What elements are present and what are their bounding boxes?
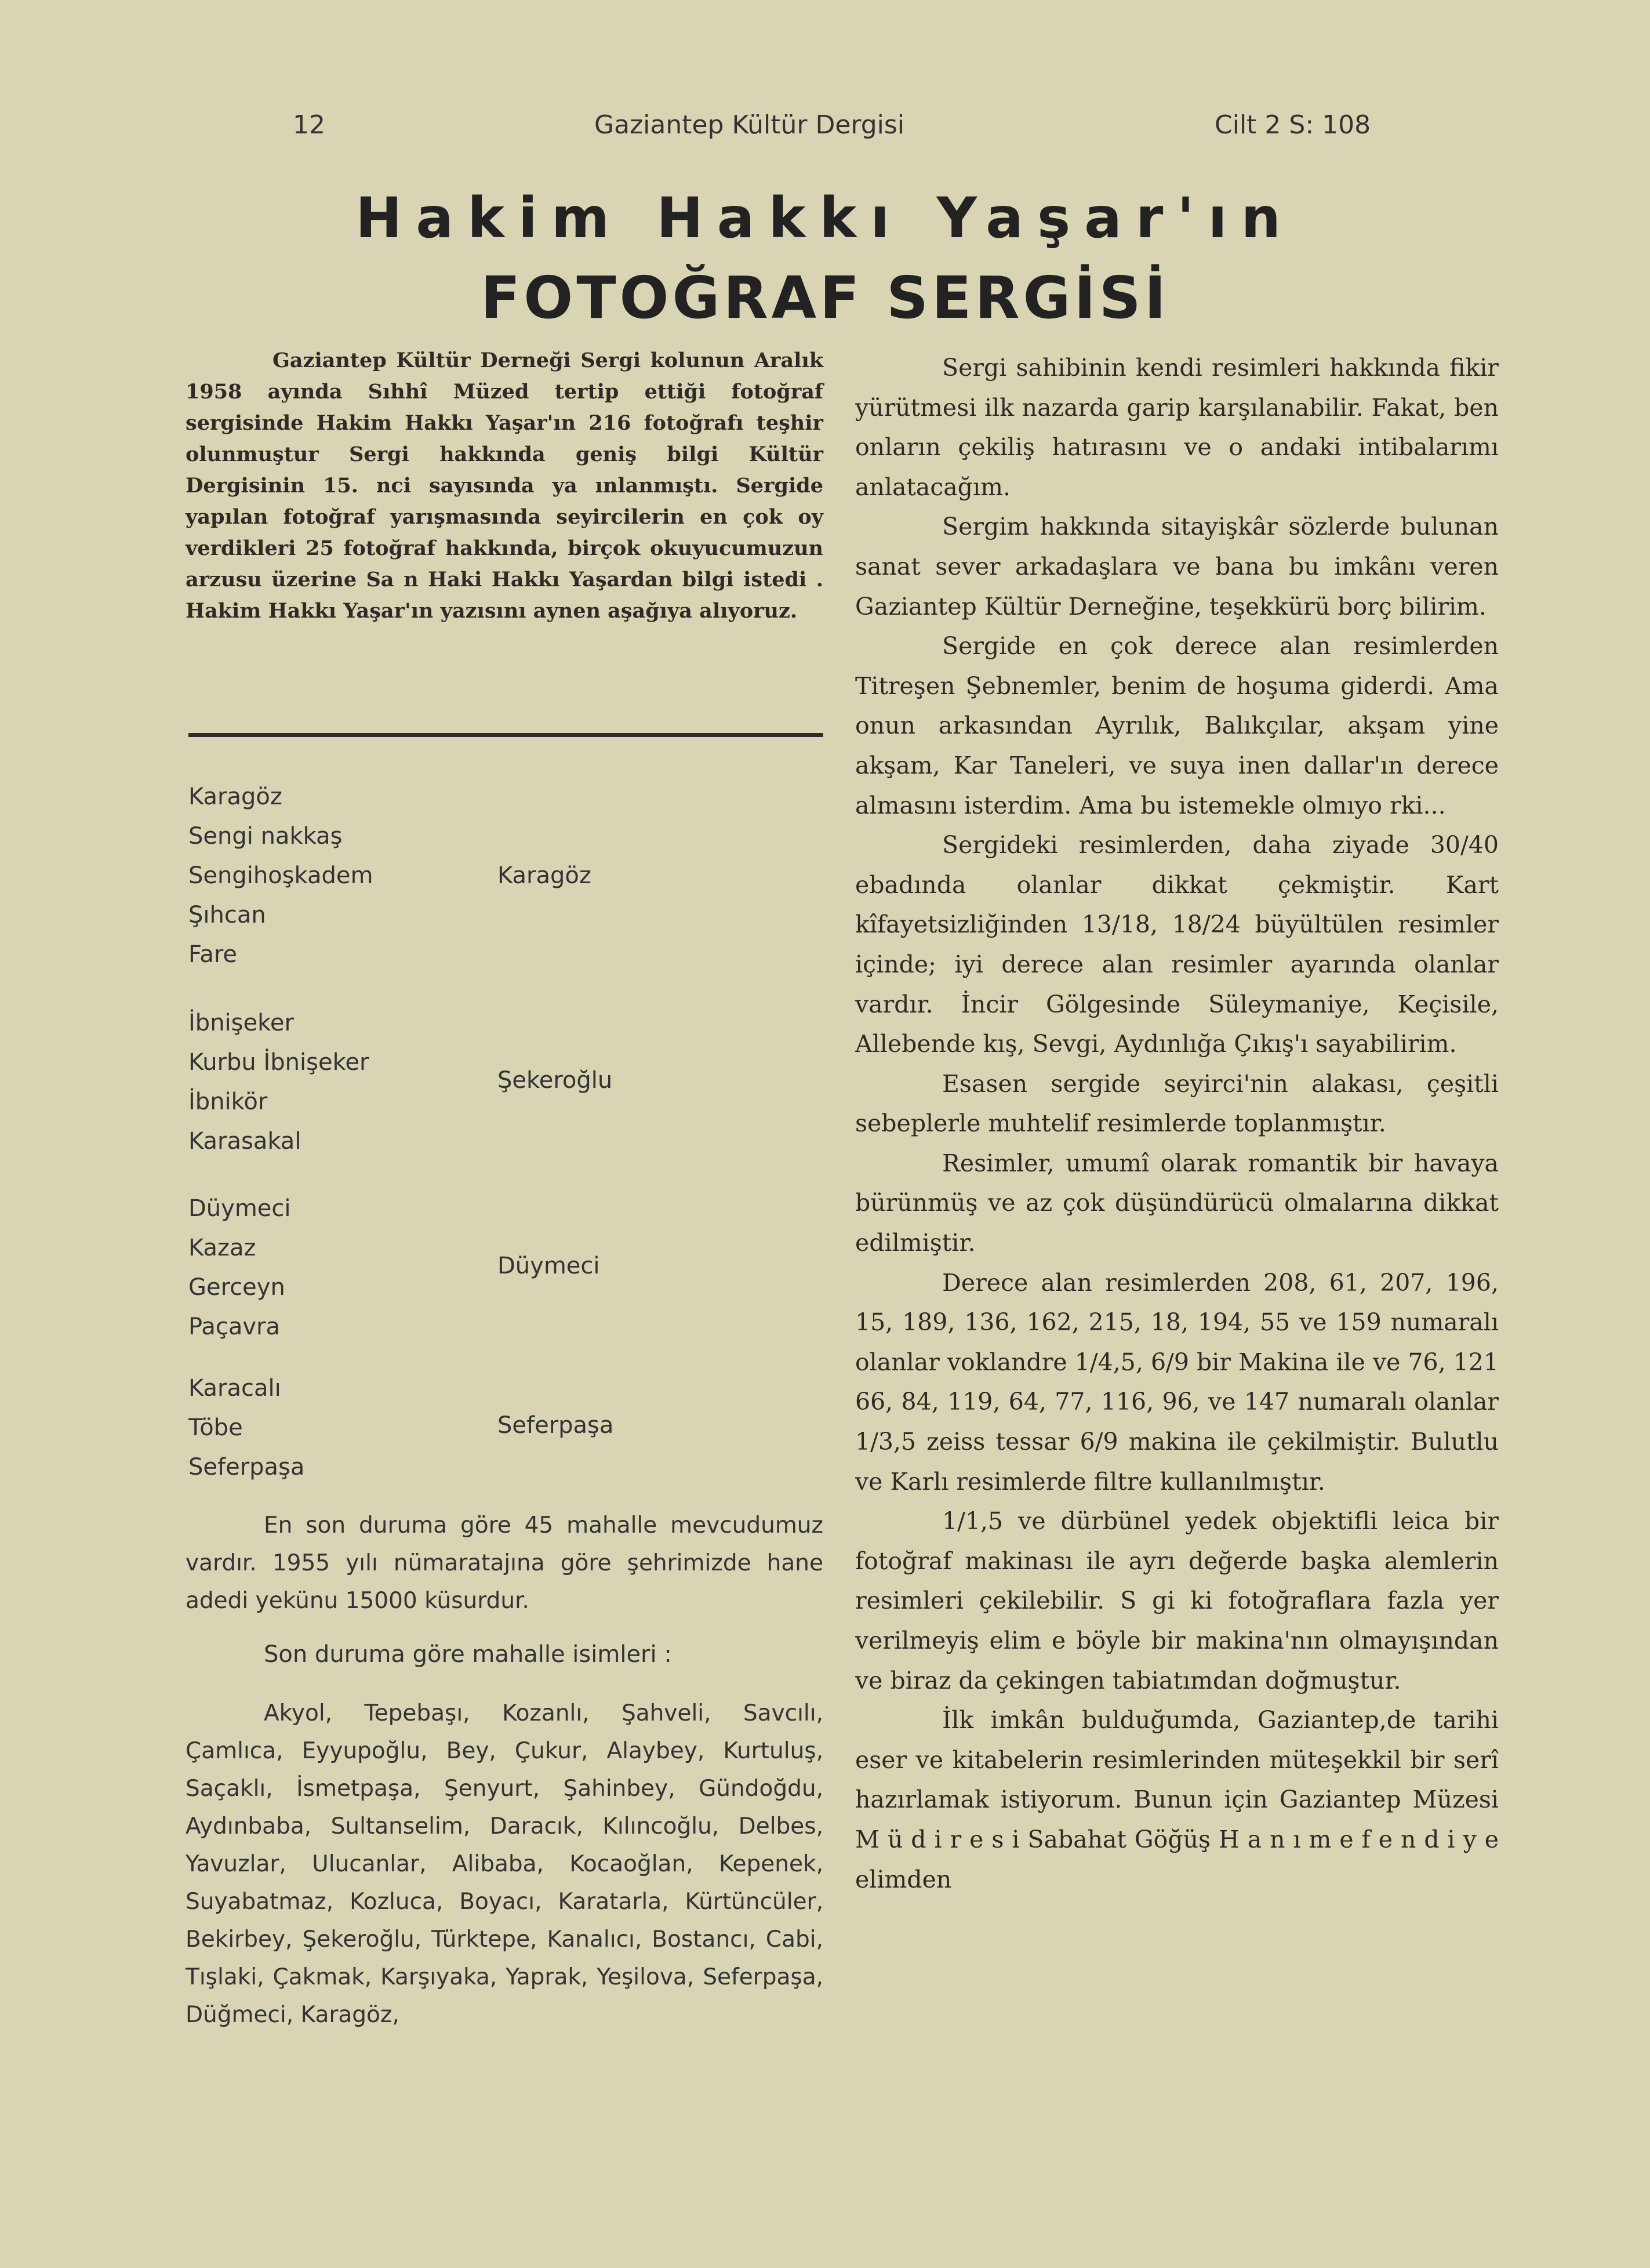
old-neighborhood: Seferpaşa <box>188 1454 305 1480</box>
mahalle-list-title: Son duruma göre mahalle isimleri : <box>264 1641 672 1668</box>
old-neighborhood: Paçavra <box>188 1313 280 1340</box>
running-header <box>0 110 1650 151</box>
old-neighborhood: Kurbu İbnişeker <box>188 1049 369 1076</box>
column-divider <box>188 733 823 737</box>
old-neighborhood: Karacalı <box>188 1375 281 1402</box>
issue-number: Cilt 2 S: 108 <box>1215 110 1371 140</box>
body-paragraph: Sergi sahibinin kendi resimleri hakkında fikir yürütmesi ilk nazarda garip karşılanabilir. Fakat, ben onların çekiliş hatırasını ve o andaki intibalarımı anlatacağım. <box>855 354 1499 501</box>
neighborhood-group-3 <box>188 1189 513 1347</box>
body-paragraph: 1/1,5 ve dürbünel yedek objektifli leica bir fotoğraf makinası ile ayrı değerde başka alemlerin resimleri çekilebilir. S gi ki fotoğraflara fazla yer verilmeyiş elim e böyle bir makina'nın olmayışından ve biraz da çekingen tabiatımdan doğmuştur. <box>855 1507 1499 1694</box>
body-paragraph: Sergim hakkında sitayişkâr sözlerde bulunan sanat sever arkadaşlara ve bana bu imkânı veren Gaziantep Kültür Derneğine, teşekkürü borç bilirim. <box>855 513 1499 620</box>
neighborhood-group-2 <box>188 1003 513 1161</box>
old-neighborhood: Sengi nakkaş <box>188 823 343 850</box>
old-neighborhood: Karasakal <box>188 1128 301 1155</box>
old-neighborhood: Sengihoşkadem <box>188 862 373 889</box>
mahalle-list: Akyol, Tepebaşı, Kozanlı, Şahveli, Savcılı, Çamlıca, Eyyupoğlu, Bey, Çukur, Alaybey, Kurtuluş, Saçaklı, İsmetpaşa, Şenyurt, Şahinbey, Gündoğdu, Aydınbaba, Sultanselim, Daracık, Kılıncoğlu, Delbes, Yavuzlar, Ulucanlar, Alibaba, Kocaoğlan, Kepenek, Suyabatmaz, Kozluca, Boyacı, Karatarla, Kürtüncüler, Bekirbey, Şekeroğlu, Türktepe, Kanalıcı, Bostancı, Cabi, Tışlaki, Çakmak, Karşıyaka, Yaprak, Yeşilova, Seferpaşa, Düğmeci, Karagöz, <box>186 1700 823 2028</box>
old-neighborhood: Karagöz <box>188 783 282 810</box>
body-paragraph: Derece alan resimlerden 208, 61, 207, 196, 15, 189, 136, 162, 215, 18, 194, 55 ve 159 numaralı olanlar voklandre 1/4,5, 6/9 bir Makina ile ve 76, 121 66, 84, 119, 64, 77, 116, 96, ve 147 numaralı olanlar 1/3,5 zeiss tessar 6/9 makina ile çekilmiştir. Bulutlu ve Karlı resimlerde filtre kullanılmıştır. <box>855 1268 1499 1496</box>
muhtarlik-name: Düymeci <box>497 1253 600 1279</box>
muhtarlik-name: Karagöz <box>497 862 591 889</box>
old-neighborhood: Kazaz <box>188 1235 256 1261</box>
body-paragraph: Sergideki resimlerden, daha ziyade 30/40 ebadında olanlar dikkat çekmiştir. Kart kîfayetsizliğinden 13/18, 18/24 büyültülen resimler içinde; iyi derece alan resimler ayarında olanlar vardır. İncir Gölgesinde Süleymaniye, Keçisile, Allebende kış, Sevgi, Aydınlığa Çıkış'ı sayabilirim. <box>855 831 1499 1058</box>
old-neighborhood: Şıhcan <box>188 902 266 928</box>
intro-paragraph: Gaziantep Kültür Derneği Sergi kolunun Aralık 1958 ayında Sıhhî Müzed tertip ettiği fotoğraf sergisinde Hakim Hakkı Yaşar'ın 216 fotoğrafı teşhir olunmuştur Sergi hakkında geniş bilgi Kültür Dergisinin 15. nci sayısında ya ınlanmıştı. Sergide yapılan fotoğraf yarışmasında seyircilerin en çok oy verdikleri 25 fotoğraf hakkında, birçok okuyucumuzun arzusu üzerine Sa n Haki Hakkı Yaşardan bilgi istedi . Hakim Hakkı Yaşar'ın yazısını aynen aşağıya alıyoruz. <box>186 349 823 623</box>
body-paragraph: Resimler, umumî olarak romantik bir havaya bürünmüş ve az çok düşündürücü olmalarına dikkat edilmiştir. <box>855 1149 1499 1257</box>
old-neighborhood: Düymeci <box>188 1195 291 1222</box>
body-paragraph: Esasen sergide seyirci'nin alakası, çeşitli sebeplerle muhtelif resimlerde toplanmıştır. <box>855 1069 1499 1138</box>
muhtarlik-name: Şekeroğlu <box>497 1067 613 1094</box>
magazine-name: Gaziantep Kültür Dergisi <box>594 110 905 140</box>
body-paragraph: İlk imkân bulduğumda, Gaziantep,de tarihi eser ve kitabelerin resimlerinden müteşekkil bir serî hazırlamak istiyorum. Bunun için Gaziantep Müzesi M ü d i r e s i Sabahat Göğüş H a n ı m e f e n d i y e elimden <box>855 1706 1499 1893</box>
old-neighborhood: Gerceyn <box>188 1274 285 1301</box>
census-paragraph: En son duruma göre 45 mahalle mevcudumuz vardır. 1955 yılı nümaratajına göre şehrimizde hane adedi yekünu 15000 küsurdur. <box>186 1512 823 1614</box>
right-column-text <box>855 348 1499 1899</box>
old-neighborhood: İbnikör <box>188 1088 268 1115</box>
page-number: 12 <box>293 110 325 140</box>
article-title-line1: Hakim Hakkı Yaşar'ın <box>355 186 1295 251</box>
muhtarlik-name: Seferpaşa <box>497 1412 614 1439</box>
old-neighborhood: Fare <box>188 941 238 968</box>
old-neighborhood: Töbe <box>188 1414 243 1441</box>
article-title-line2: FOTOĞRAF SERGİSİ <box>481 264 1169 332</box>
body-paragraph: Sergide en çok derece alan resimlerden Titreşen Şebnemler, benim de hoşuma giderdi. Ama onun arkasından Ayrılık, Balıkçılar, akşam yine akşam, Kar Taneleri, ve suya inen dallar'ın derece almasını isterdim. Ama bu istemekle olmıyo rki... <box>855 632 1499 819</box>
old-neighborhood: İbnişeker <box>188 1010 294 1036</box>
neighborhood-group-1 <box>188 777 513 974</box>
neighborhood-group-4 <box>188 1369 513 1487</box>
